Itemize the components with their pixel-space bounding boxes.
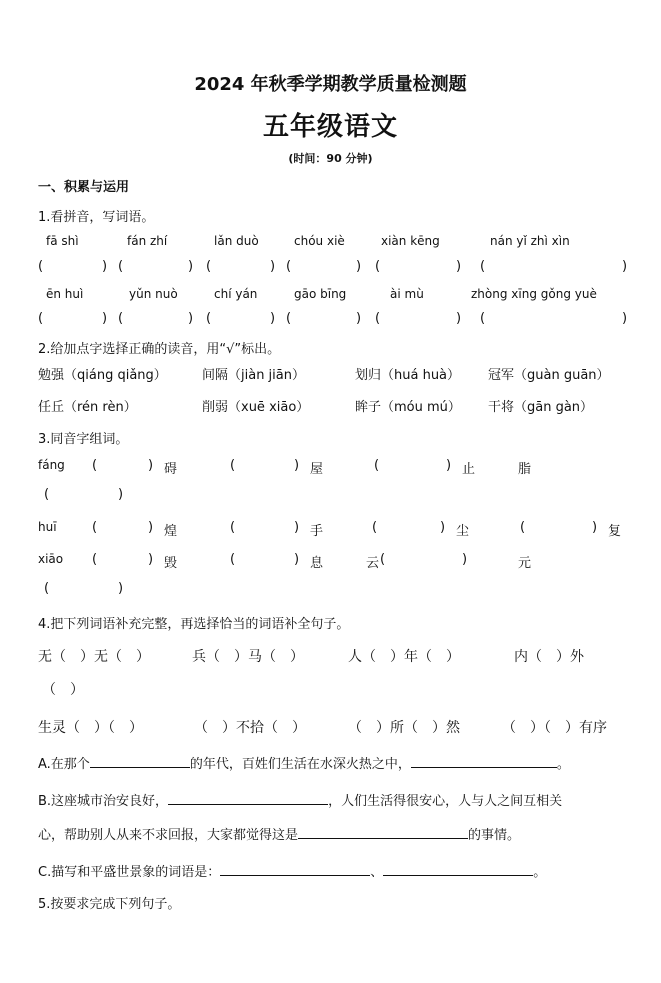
q3-char: 屋 xyxy=(310,462,324,477)
sentence-text: A.在那个 xyxy=(38,757,90,772)
q3-char: 碍 xyxy=(164,462,178,477)
pinyin: nán yǐ zhì xìn xyxy=(490,234,570,248)
q5-label: 5.按要求完成下列句子。 xyxy=(38,897,181,912)
q2-item[interactable]: 干将（gān gàn） xyxy=(488,400,594,415)
q2-item[interactable]: 眸子（móu mú） xyxy=(355,400,461,415)
pinyin: lǎn duò xyxy=(214,234,259,248)
q2-item[interactable]: 削弱（xuē xiāo） xyxy=(202,400,310,415)
pinyin: gāo bīng xyxy=(294,287,347,301)
q3-label: 3.同音字组词。 xyxy=(38,432,129,447)
q3-char: 止 xyxy=(462,462,476,477)
sentence-text: 。 xyxy=(533,865,547,880)
q2-item[interactable]: 划归（huá huà） xyxy=(355,368,461,383)
q3-char: 云 xyxy=(366,556,380,571)
pinyin: zhòng xīng gǒng yuè xyxy=(471,287,597,301)
q4-sentence-b-cont xyxy=(38,824,628,843)
sentence-text: 心，帮助别人从来不求回报，大家都觉得这是 xyxy=(38,828,299,843)
q2-item[interactable]: 冠军（guàn guān） xyxy=(488,368,610,383)
q2-item[interactable]: 间隔（jiàn jiān） xyxy=(202,368,305,383)
pinyin: ēn huì xyxy=(46,287,84,301)
q4-idiom[interactable]: （ ）（ ）有序 xyxy=(502,720,607,736)
q3-pinyin: huī xyxy=(38,520,57,534)
answer-blank[interactable] xyxy=(298,824,468,839)
q3-char: 煌 xyxy=(164,524,178,539)
answer-blank[interactable] xyxy=(220,861,370,876)
q1-label: 1.看拼音，写词语。 xyxy=(38,210,155,225)
q4-idiom[interactable]: 生灵（ ）（ ） xyxy=(38,720,143,736)
pinyin: chí yán xyxy=(214,287,258,301)
sentence-text: C.描写和平盛世景象的词语是： xyxy=(38,865,221,880)
q4-idiom[interactable]: 人（ ）年（ ） xyxy=(348,649,460,665)
sentence-text: 、 xyxy=(370,865,384,880)
q2-item[interactable]: 勉强（qiáng qiǎng） xyxy=(38,368,167,383)
q4-idiom[interactable]: 内（ ）外 xyxy=(514,649,584,665)
q3-char: 复 xyxy=(608,524,622,539)
q4-sentence-b xyxy=(38,790,628,809)
pinyin: fán zhí xyxy=(127,234,168,248)
q3-char: 手 xyxy=(310,524,324,539)
answer-blank[interactable] xyxy=(168,790,328,805)
q2-item[interactable]: 任丘（rén rèn） xyxy=(38,400,137,415)
q3-char: 尘 xyxy=(456,524,470,539)
pinyin: fā shì xyxy=(46,234,79,248)
exam-subject: 五年级语文 xyxy=(262,112,398,142)
sentence-text: ，人们生活得很安心，人与人之间互相关 xyxy=(328,794,563,809)
q3-char: 元 xyxy=(518,556,532,571)
sentence-text: 的事情。 xyxy=(468,828,521,843)
exam-title: 2024 年秋季学期教学质量检测题 xyxy=(194,74,467,95)
q4-label: 4.把下列词语补充完整，再选择恰当的词语补全句子。 xyxy=(38,617,350,632)
sentence-text: 的年代，百姓们生活在水深火热之中， xyxy=(189,757,411,772)
q3-char: 脂 xyxy=(518,462,532,477)
q2-label: 2.给加点字选择正确的读音，用“√”标出。 xyxy=(38,342,281,357)
section-title: 一、积累与运用 xyxy=(38,180,130,195)
pinyin: yǔn nuò xyxy=(129,287,178,301)
exam-page: 2024 年秋季学期教学质量检测题 五年级语文 (时间：90 分钟) 一、积累与运用 1.看拼音，写词语。 fā shì fán zhí lǎn duò chóu xiè xiàn kēng nán yǐ zhì xìn ( ) ( ) ( ) ( ) ( ) ( ) ēn huì yǔn nuò chí yán gāo bīng ài mù zhòng xīng gǒng yuè ( ) ( ) ( ) ( ) ( ) ( ) 2.给加点字选择正确的读音，用“√”标出。 勉强（qiáng qiǎng） 间隔（jiàn jiān） 划归（huá huà） 冠军（guàn guān） 任丘（rén rèn） 削弱（xuē xiāo） 眸子（móu mú） 干将（gān gàn） 3.同音字组词。 fáng ( ) 碍 ( ) 屋 ( ) 止 脂 ( ) huī ( ) 煌 ( ) 手 ( ) 尘 ( ) 复 xiāo ( ) 毁 ( ) 息 云 ( ) 元 ( ) 4.把下列词语补充完整，再选择恰当的词语补全句子。 无（ ）无（ ） 兵（ ）马（ ） 人（ ）年（ ） 内（ ）外 （ ） 生灵（ ）（ ） （ ）不拾（ ） （ ）所（ ）然 （ ）（ ）有序 A.在那个 的年代，百姓们生活在水深火热之中， 。 B.这座城市治安良好， ，人们生活得很安心，人与人之间互相关 心，帮助别人从来不求回报，大家都觉得这是 的事情。 C.描写和平盛世景象的词语是： 、 。 5.按要求完成下列句子。 xyxy=(0,0,661,983)
exam-time: (时间：90 分钟) xyxy=(288,152,373,165)
answer-blank[interactable] xyxy=(90,753,190,768)
sentence-text: B.这座城市治安良好， xyxy=(38,794,169,809)
answer-blank[interactable] xyxy=(411,753,557,768)
q4-sentence-c xyxy=(38,861,628,880)
answer-blank[interactable] xyxy=(383,861,533,876)
q3-pinyin: fáng xyxy=(38,458,65,472)
sentence-text: 。 xyxy=(556,757,570,772)
q4-idiom-tail[interactable]: （ ） xyxy=(42,682,84,698)
pinyin: xiàn kēng xyxy=(381,234,440,248)
q4-idiom[interactable]: 无（ ）无（ ） xyxy=(38,649,150,665)
pinyin: chóu xiè xyxy=(294,234,345,248)
pinyin: ài mù xyxy=(390,287,424,301)
q3-pinyin: xiāo xyxy=(38,552,64,566)
q3-char: 息 xyxy=(310,556,324,571)
q4-idiom[interactable]: 兵（ ）马（ ） xyxy=(192,649,304,665)
q3-char: 毁 xyxy=(164,556,178,571)
q4-idiom[interactable]: （ ）所（ ）然 xyxy=(348,720,460,736)
q4-sentence-a xyxy=(38,753,628,772)
q4-idiom[interactable]: （ ）不拾（ ） xyxy=(194,720,306,736)
